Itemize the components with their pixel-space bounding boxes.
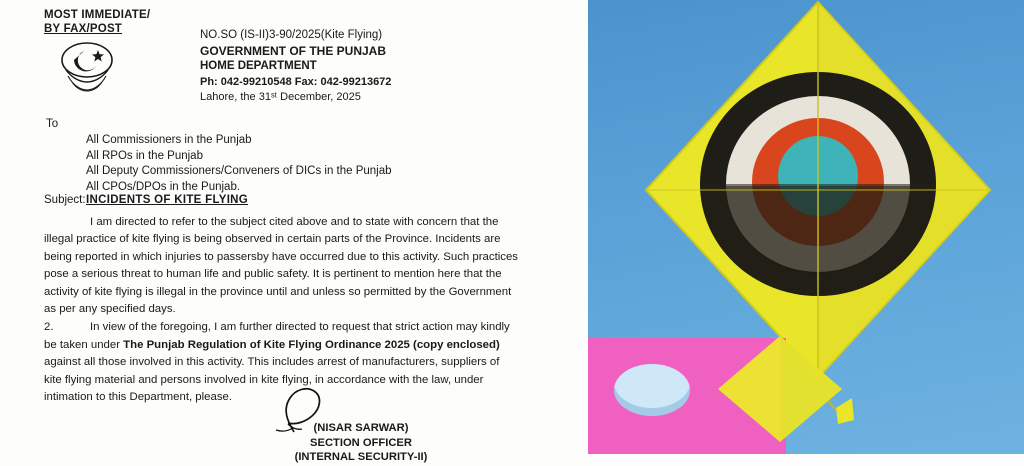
- priority-marking: [44, 8, 150, 36]
- signer-title: SECTION OFFICER: [310, 436, 412, 449]
- addressee-item: All RPOs in the Punjab: [86, 149, 203, 162]
- dateline: Lahore, the 31ˢᵗ December, 2025: [200, 91, 361, 103]
- government-name: GOVERNMENT OF THE PUNJAB: [200, 43, 387, 58]
- reference-number: NO.SO (IS-II)3-90/2025(Kite Flying): [200, 29, 383, 41]
- priority-line-1: MOST IMMEDIATE/: [44, 9, 151, 21]
- letterhead: [200, 28, 530, 106]
- paragraph-1: I am directed to refer to the subject cited above and to state with concern that the illegal practice of kite flying is being observed in certain parts of the Province. Incidents are being reported in which injuries to passersby have occurred due to this activity. Such practices pose a serious threat to human life and public safety. It is pertinent to mention here that the activity of kite flying is illegal in the province until and unless so permitted by the Government as per any specified days.: [44, 216, 519, 316]
- paragraph-2-part-b: against all those involved in this activity. This includes arrest of manufacturers, suppliers of kite flying material and persons involved in kite flying, in accordance with the law, under intimation to this Department, please.: [44, 356, 500, 404]
- subject-value: INCIDENTS OF KITE FLYING: [86, 194, 249, 206]
- ordinance-reference: The Punjab Regulation of Kite Flying Ordinance 2025 (copy enclosed): [123, 338, 500, 351]
- addressee-item: All Deputy Commissioners/Conveners of DICs in the Punjab: [86, 165, 392, 178]
- signer-name: (NISAR SARWAR): [313, 422, 409, 434]
- signature-block: [246, 421, 476, 465]
- addressee-item: All CPOs/DPOs in the Punjab.: [86, 180, 241, 193]
- secondary-kite-graphic: [716, 334, 846, 444]
- government-emblem-icon: [56, 38, 118, 94]
- addressee-item: All Commissioners in the Punjab: [86, 134, 252, 146]
- contact-line: Ph: 042-99210548 Fax: 042-99213672: [200, 75, 392, 88]
- priority-line-2: BY FAX/POST: [44, 23, 123, 35]
- paragraph-2-number: 2.: [44, 321, 54, 334]
- department-name: HOME DEPARTMENT: [200, 60, 317, 72]
- addressee-list: [86, 133, 392, 195]
- signer-wing: (INTERNAL SECURITY-II): [294, 451, 428, 463]
- subject-label: Subject:: [44, 194, 86, 206]
- pale-blue-ellipse: [614, 364, 690, 416]
- to-label: To: [46, 118, 59, 130]
- paragraph-2-part-a: In view of the foregoing, I am further directed to request that strict action may kindly be taken under: [44, 321, 510, 351]
- bottom-white-strip: [588, 454, 1024, 466]
- kite-photo: [588, 0, 1024, 466]
